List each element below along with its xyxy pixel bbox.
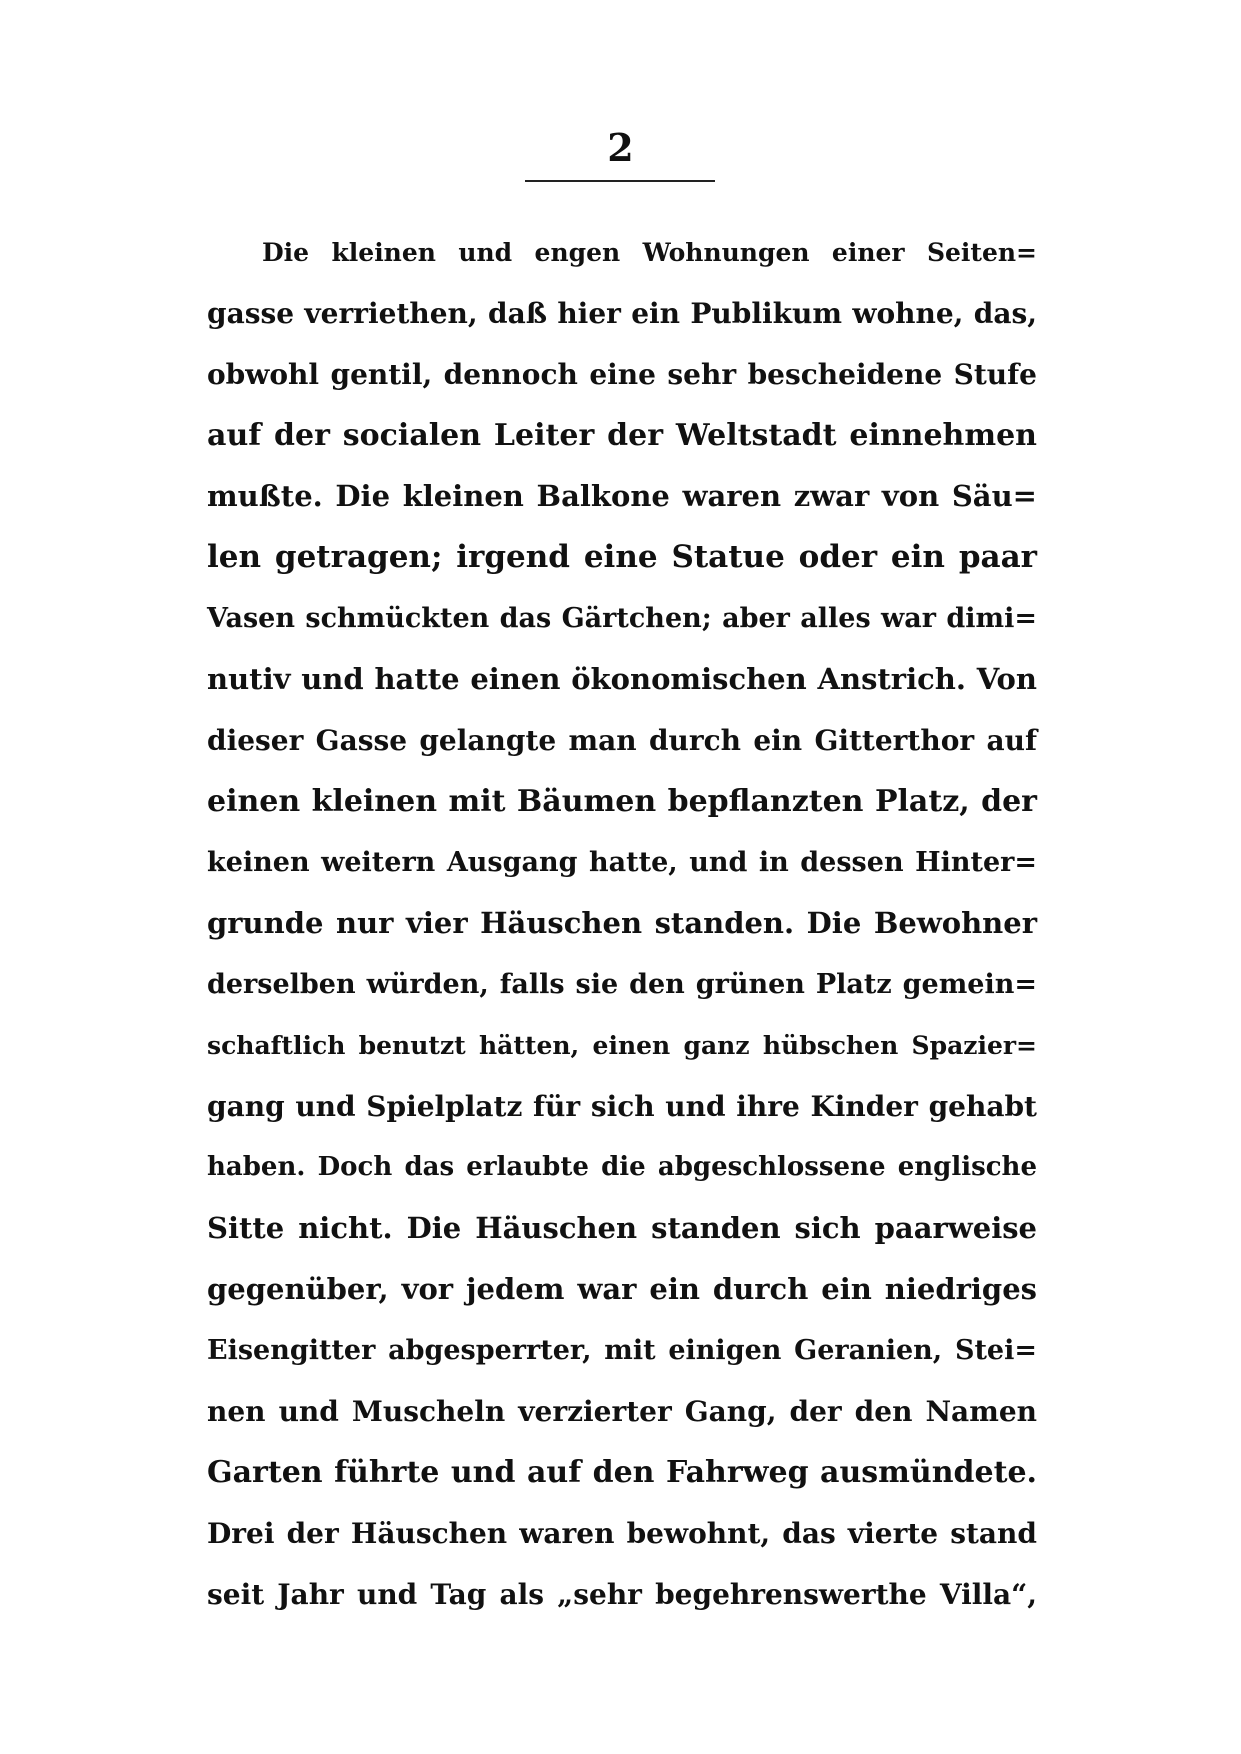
text-line: auf der socialen Leiter der Weltstadt einnehmen [207, 418, 1037, 453]
text-line: keinen weitern Ausgang hatte, und in dessen Hinter= [207, 847, 1037, 878]
text-line: gang und Spielplatz für sich und ihre Kinder gehabt [207, 1090, 1037, 1123]
text-line: nutiv und hatte einen ökonomischen Anstrich. Von [207, 662, 1037, 696]
body-text [207, 222, 1037, 1625]
text-line: Vasen schmückten das Gärtchen; aber alles war dimi= [207, 603, 1037, 634]
text-line: Drei der Häuschen waren bewohnt, das vierte stand [207, 1517, 1037, 1550]
text-line: gasse verriethen, daß hier ein Publikum wohne, das, [207, 297, 1037, 330]
text-line: einen kleinen mit Bäumen bepflanzten Platz, der [207, 784, 1037, 819]
text-line: Die kleinen und engen Wohnungen einer Seiten= [262, 238, 1037, 267]
page-number: 2 [607, 125, 634, 170]
text-line: grunde nur vier Häuschen standen. Die Bewohner [207, 906, 1037, 940]
text-line: derselben würden, falls sie den grünen Platz gemein= [207, 969, 1037, 1000]
text-line: nen und Muscheln verzierter Gang, der den Namen [207, 1395, 1037, 1428]
text-line: len getragen; irgend eine Statue oder ein paar [207, 539, 1037, 575]
text-line: Sitte nicht. Die Häuschen standen sich paarweise [207, 1211, 1037, 1245]
text-line: mußte. Die kleinen Balkone waren zwar von Säu= [207, 479, 1037, 513]
text-line: Eisengitter abgesperrter, mit einigen Geranien, Stei= [207, 1335, 1037, 1366]
text-line: dieser Gasse gelangte man durch ein Gitterthor auf [207, 724, 1037, 757]
text-line: seit Jahr und Tag als „sehr begehrenswerthe Villa“, [207, 1578, 1037, 1611]
header-rule [525, 180, 715, 182]
text-line: Garten führte und auf den Fahrweg ausmündete. [207, 1455, 1037, 1490]
text-line: gegenüber, vor jedem war ein durch ein niedriges [207, 1272, 1037, 1306]
text-line: obwohl gentil, dennoch eine sehr bescheidene Stufe [207, 358, 1037, 391]
text-line: schaftlich benutzt hätten, einen ganz hübschen Spazier= [207, 1031, 1037, 1060]
text-line: haben. Doch das erlaubte die abgeschlossene englische [207, 1152, 1037, 1182]
